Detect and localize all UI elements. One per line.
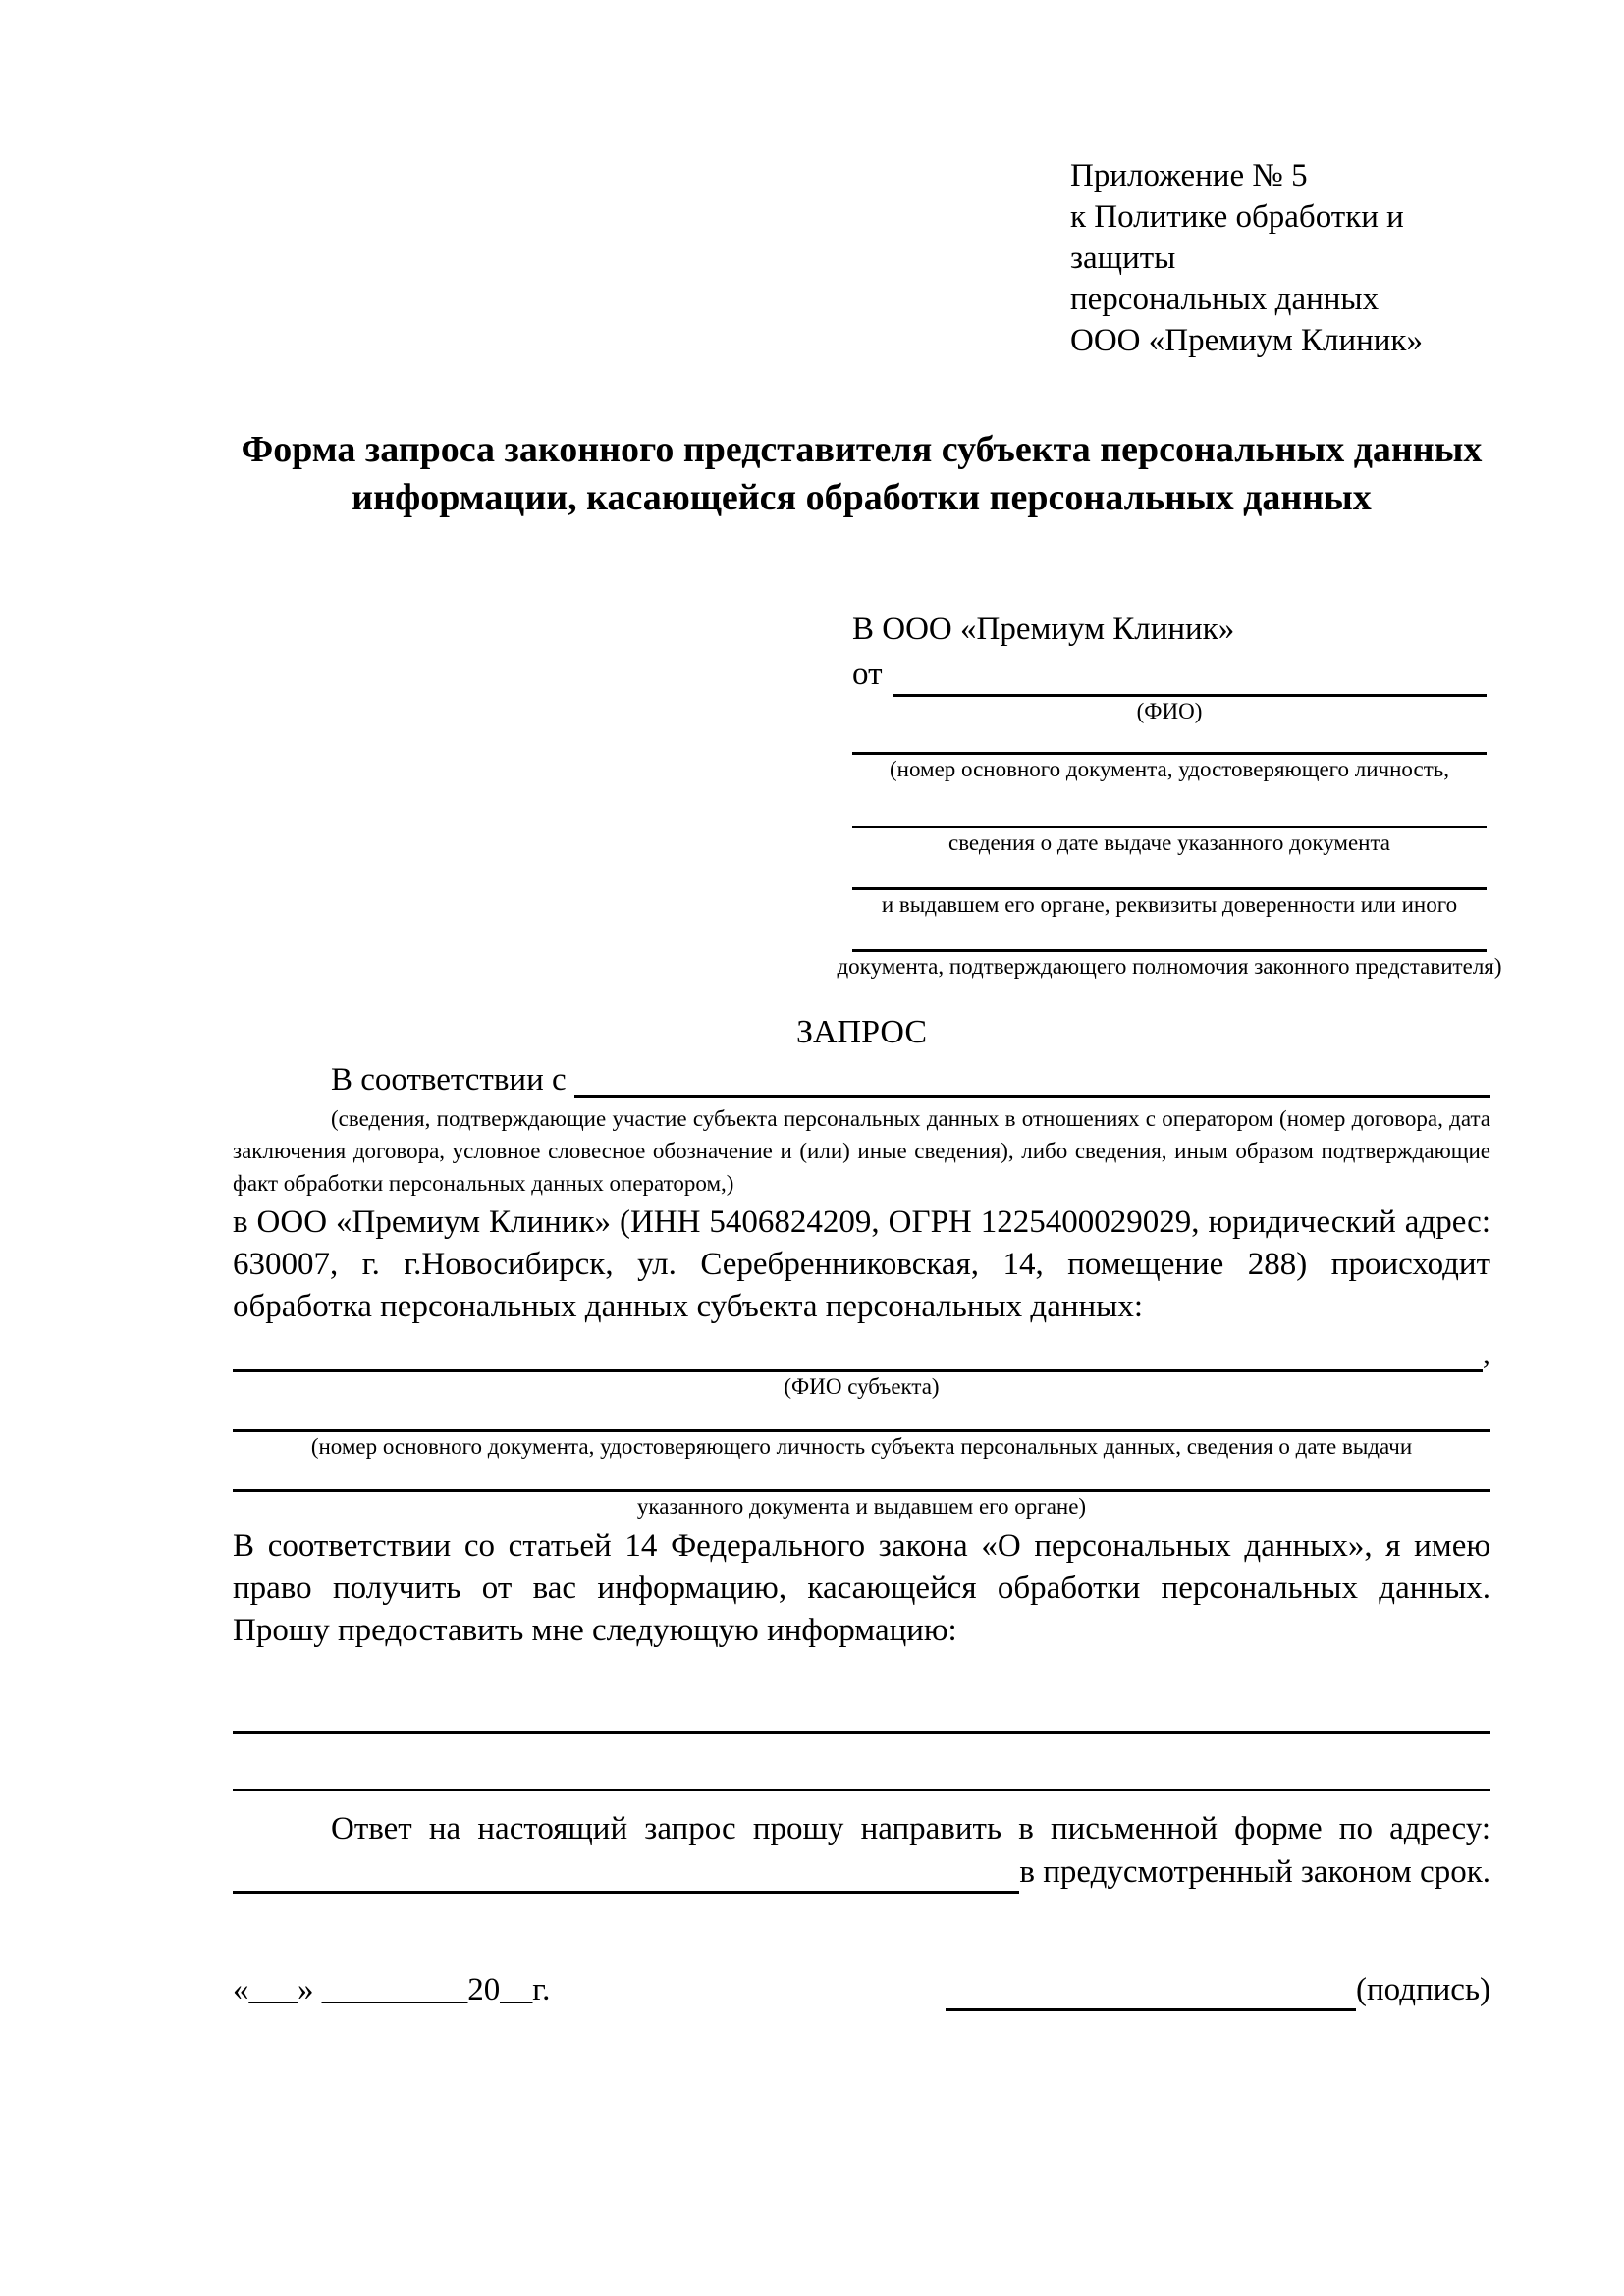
subject-doc-caption-2: указанного документа и выдавшем его органе) xyxy=(636,1494,1087,1519)
representative-doc-field-3 xyxy=(852,858,1487,890)
appendix-line: к Политике обработки и защиты xyxy=(1070,199,1404,276)
appendix-line: персональных данных xyxy=(1070,282,1380,317)
basis-field xyxy=(574,1062,1490,1098)
subject-fio-row xyxy=(233,1336,1490,1372)
representative-doc-caption-2: сведения о дате выдаче указанного документа xyxy=(947,830,1391,855)
footer-row xyxy=(233,1968,1490,2011)
request-heading: ЗАПРОС xyxy=(795,1014,928,1050)
answer-address-row xyxy=(233,1850,1490,1894)
from-label: от xyxy=(852,657,883,692)
fio-caption-row xyxy=(852,697,1487,726)
subject-doc-field-2 xyxy=(233,1462,1490,1492)
info-field-1 xyxy=(233,1678,1490,1734)
signature-field xyxy=(946,1968,1356,2011)
answer-intro: Ответ на настоящий запрос прошу направить в письменной форме по адресу: xyxy=(331,1811,1490,1846)
fio-line-comma: , xyxy=(1482,1336,1490,1371)
representative-doc-field-1 xyxy=(852,726,1487,755)
intro-prefix: В соответствии с xyxy=(331,1062,567,1097)
appendix-line: Приложение № 5 xyxy=(1070,158,1308,193)
signature-caption: (подпись) xyxy=(1356,1972,1490,2007)
addressee-to: В ООО «Премиум Клиник» xyxy=(852,612,1235,647)
representative-fio-field xyxy=(893,652,1488,697)
fio-caption: (ФИО) xyxy=(1136,699,1203,723)
subject-doc-caption-1: (номер основного документа, удостоверяющего личность субъекта персональных данных, сведения о дате выдачи xyxy=(310,1434,1413,1459)
appendix-line: ООО «Премиум Клиник» xyxy=(1070,323,1423,358)
addressee-from-row xyxy=(852,652,1487,697)
law-paragraph: В соответствии со статьей 14 Федерального закона «О персональных данных», я имею право получить от вас информацию, касающейся обработки персональных данных. Прошу предоставить мне следующую информацию: xyxy=(233,1528,1490,1648)
date-line: «___» _________20__г. xyxy=(233,1972,551,2007)
representative-doc-caption-4: документа, подтверждающего полномочия законного представителя) xyxy=(837,954,1502,979)
document-content xyxy=(233,155,1502,2011)
representative-doc-caption-1: (номер основного документа, удостоверяющего личность, xyxy=(889,757,1449,781)
document-title: Форма запроса законного представителя субъекта персональных данных информации, касающейся обработки персональных данных xyxy=(241,429,1483,518)
representative-doc-caption-3: и выдавшем его органе, реквизиты доверенности или иного xyxy=(881,892,1458,917)
addressee-block xyxy=(837,607,1502,982)
answer-suffix: в предусмотренный законом срок. xyxy=(1019,1854,1490,1890)
address-field xyxy=(233,1850,1019,1894)
basis-row xyxy=(233,1062,1490,1098)
info-field-2 xyxy=(233,1735,1490,1791)
representative-doc-field-2 xyxy=(852,784,1487,828)
subject-fio-field xyxy=(233,1336,1483,1372)
operator-paragraph: в ООО «Премиум Клиник» (ИНН 5406824209, ОГРН 1225400029029, юридический адрес: 630007, г. г.Новосибирск, ул. Серебренниковская, 14, помещение 288) происходит обработка персональных данных субъекта персональных данных: xyxy=(233,1204,1490,1324)
signature-block xyxy=(946,1968,1490,2011)
subject-doc-field-1 xyxy=(233,1402,1490,1432)
appendix-block xyxy=(1070,155,1490,361)
representative-doc-field-4 xyxy=(852,920,1487,952)
basis-caption: (сведения, подтверждающие участие субъекта персональных данных в отношениях с оператором (номер договора, дата заключения договора, условное словесное обозначение и (или) иные сведения), либо сведения, иным образом подтверждающие факт обработки персональных данных оператором,) xyxy=(233,1106,1490,1196)
subject-fio-caption: (ФИО субъекта) xyxy=(784,1374,940,1399)
